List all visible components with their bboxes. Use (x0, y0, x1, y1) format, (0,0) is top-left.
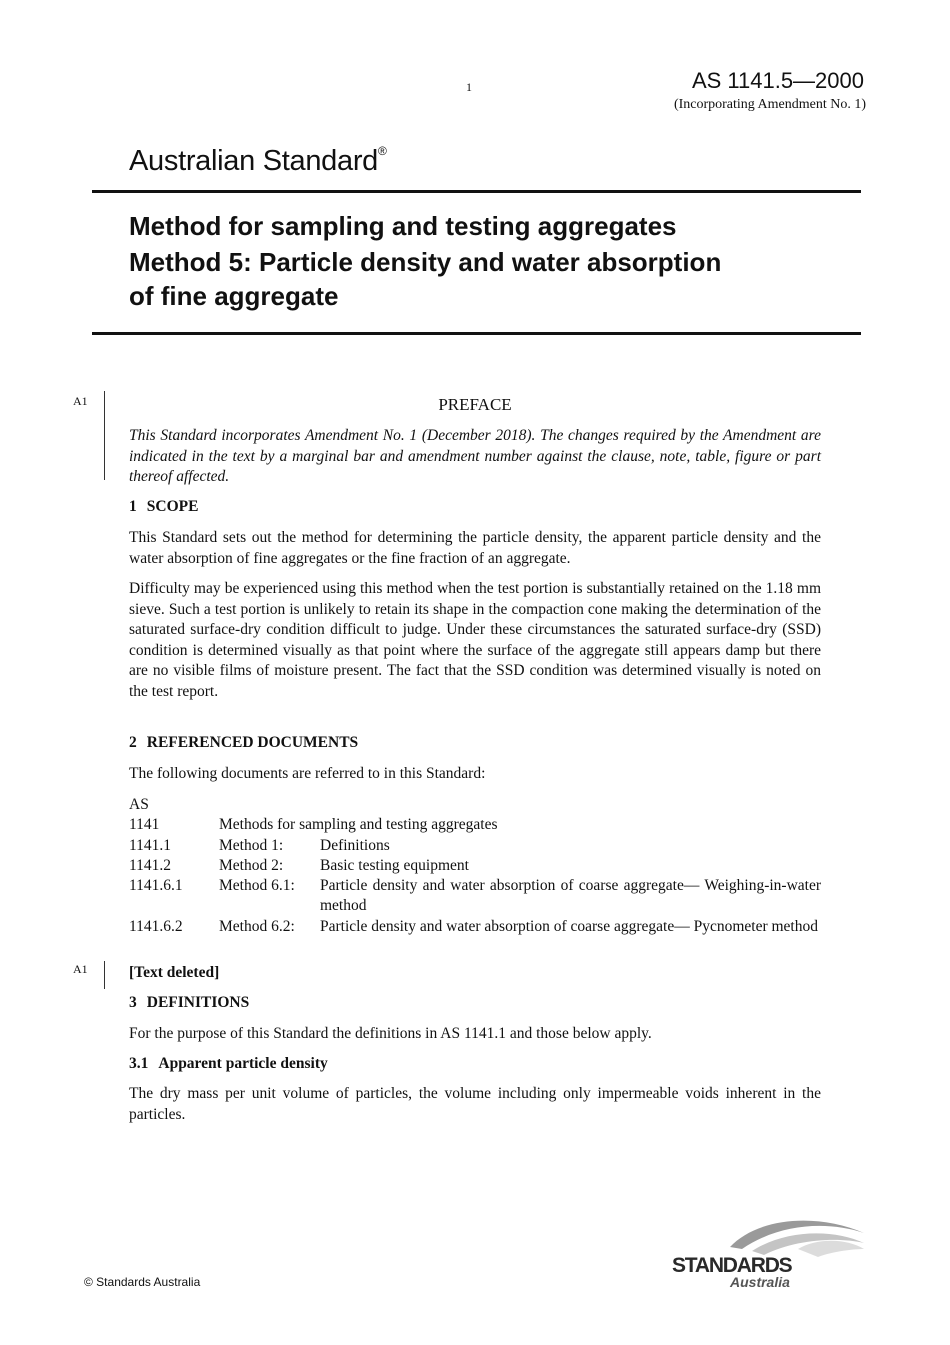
amendment-tag: A1 (73, 962, 88, 976)
amendment-bar (104, 391, 105, 480)
logo-swoosh-icon (668, 1215, 868, 1295)
reference-series: AS (129, 796, 149, 813)
standard-type (129, 145, 387, 178)
reference-title: Methods for sampling and testing aggregates (219, 816, 498, 834)
preface-heading: PREFACE (438, 395, 512, 414)
section-heading-definitions (129, 994, 249, 1012)
reference-row (129, 856, 821, 876)
definitions-intro: For the purpose of this Standard the definitions in AS 1141.1 and those below apply. (129, 1025, 652, 1042)
section-number: 1 (129, 498, 137, 515)
reference-method: Method 2: (219, 856, 284, 874)
scope-paragraph-1: This Standard sets out the method for determining the particle density, the apparent particle density and the water absorption of fine aggregates or the fine fraction of an aggregate. (129, 529, 821, 567)
reference-code: 1141.6.1 (129, 877, 183, 895)
section-number: 3 (129, 994, 137, 1011)
title-rule-top (92, 190, 861, 193)
referenced-intro: The following documents are referred to in this Standard: (129, 765, 486, 782)
registered-mark: ® (378, 144, 387, 159)
preface-text: This Standard incorporates Amendment No. 1 (December 2018). The changes required by the Amendment are indicated in the text by a marginal bar and amendment number against the clause, note, table, figure or part thereof affected. (129, 427, 821, 485)
amendment-bar (104, 961, 105, 989)
section-title: DEFINITIONS (146, 994, 250, 1011)
reference-row (129, 815, 821, 835)
amendment-tag: A1 (73, 394, 88, 408)
standard-type-label: Australian Standard (129, 145, 379, 177)
copyright-notice: © Standards Australia (84, 1275, 201, 1289)
reference-list (129, 795, 821, 937)
reference-title: Basic testing equipment (320, 856, 469, 874)
section-title: REFERENCED DOCUMENTS (146, 734, 359, 751)
title-line-2: Method 5: Particle density and water absorption (129, 247, 722, 277)
reference-row (129, 917, 821, 937)
section-heading-referenced-documents (129, 734, 358, 752)
amendment-note: (Incorporating Amendment No. 1) (673, 97, 866, 112)
subsection-number: 3.1 (129, 1055, 149, 1072)
reference-title: Definitions (320, 836, 390, 854)
reference-code: 1141.6.2 (129, 917, 183, 935)
section-title: SCOPE (146, 498, 199, 515)
page-number: 1 (466, 80, 472, 94)
section-number: 2 (129, 734, 137, 751)
reference-method: Method 6.1: (219, 877, 295, 895)
standards-australia-logo (668, 1215, 868, 1295)
document-id: AS 1141.5—2000 (691, 68, 864, 93)
reference-row (129, 836, 821, 856)
reference-row (129, 876, 821, 917)
scope-paragraph-2: Difficulty may be experienced using this method when the test portion is substantially retained on the 1.18 mm sieve. Such a test portion is unlikely to retain its shape in the compaction cone making the determination of the saturated surface-dry condition difficult to judge. Under these circumstances the saturated surface-dry (SSD) condition is determined visually as that point where the surface of the aggregate still appears damp but there are no visible films of moisture present. The fact that the SSD condition was determined visually is noted on the test report. (129, 580, 821, 700)
reference-code: 1141.1 (129, 836, 172, 854)
logo-wordmark: STANDARDS (672, 1254, 792, 1277)
title-line-1: Method for sampling and testing aggregates (129, 211, 677, 241)
reference-code: 1141.2 (129, 856, 172, 874)
deleted-text-note: [Text deleted] (129, 964, 220, 981)
section-heading-scope (129, 498, 198, 516)
page-title (129, 209, 849, 313)
title-rule-bottom (92, 332, 861, 335)
reference-title: Particle density and water absorption of coarse aggregate— Pycnometer method (320, 917, 818, 935)
definition-text: The dry mass per unit volume of particles, the volume including only impermeable voids inherent in the particles. (129, 1085, 821, 1123)
reference-method: Method 6.2: (219, 917, 295, 935)
logo-subtitle: Australia (730, 1274, 790, 1290)
title-line-3: of fine aggregate (129, 281, 339, 311)
subsection-title: Apparent particle density (158, 1055, 328, 1072)
reference-code: 1141 (129, 816, 160, 834)
subsection-heading-apparent-particle-density (129, 1055, 328, 1073)
reference-title: Particle density and water absorption of coarse aggregate— Weighing-in-water method (320, 877, 821, 915)
reference-method: Method 1: (219, 836, 284, 854)
